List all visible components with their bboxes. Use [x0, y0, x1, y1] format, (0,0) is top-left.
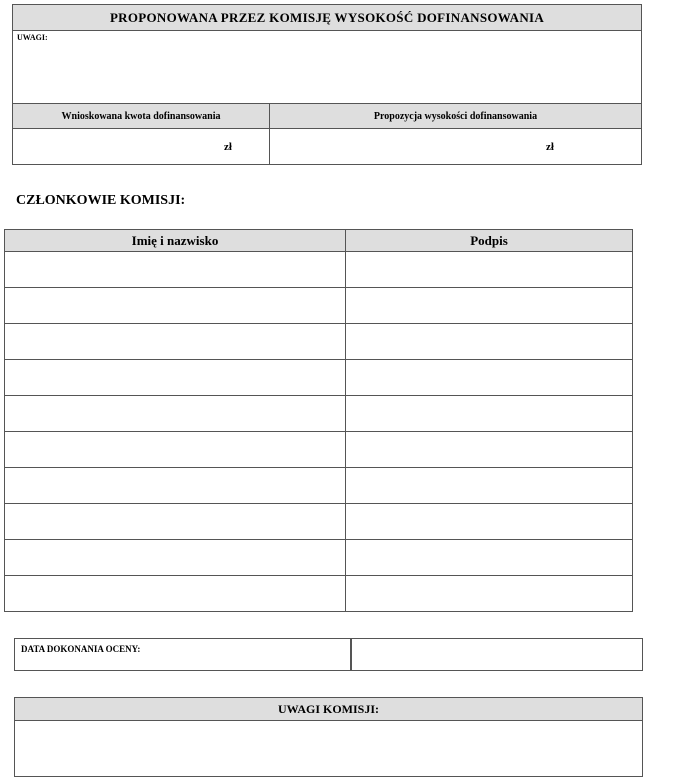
member-signature-field[interactable]: [346, 432, 633, 468]
member-signature-field[interactable]: [346, 468, 633, 504]
member-name-field[interactable]: [5, 540, 346, 576]
member-name-field[interactable]: [5, 396, 346, 432]
committee-notes-field[interactable]: [14, 720, 643, 777]
member-name-field[interactable]: [5, 468, 346, 504]
member-signature-field[interactable]: [346, 576, 633, 612]
evaluation-date-field[interactable]: [350, 638, 643, 671]
table-row: [5, 540, 633, 576]
member-name-field[interactable]: [5, 504, 346, 540]
member-signature-field[interactable]: [346, 288, 633, 324]
member-name-field[interactable]: [5, 576, 346, 612]
committee-members-body: [5, 252, 633, 612]
requested-amount-header: Wnioskowana kwota dofinansowania: [12, 103, 270, 129]
requested-amount-unit: zł: [224, 141, 232, 153]
column-header-signature: Podpis: [346, 230, 633, 252]
table-row: [5, 252, 633, 288]
table-row: [5, 360, 633, 396]
member-name-field[interactable]: [5, 360, 346, 396]
member-signature-field[interactable]: [346, 504, 633, 540]
requested-amount-field[interactable]: [12, 128, 270, 165]
member-signature-field[interactable]: [346, 360, 633, 396]
proposed-amount-field[interactable]: [269, 128, 642, 165]
table-row: [5, 504, 633, 540]
member-name-field[interactable]: [5, 288, 346, 324]
table-header-row: [5, 230, 633, 252]
member-signature-field[interactable]: [346, 540, 633, 576]
committee-notes-title: UWAGI KOMISJI:: [14, 697, 643, 721]
member-name-field[interactable]: [5, 432, 346, 468]
member-signature-field[interactable]: [346, 252, 633, 288]
funding-notes-field[interactable]: [12, 30, 642, 104]
funding-proposal-title: PROPONOWANA PRZEZ KOMISJĘ WYSOKOŚĆ DOFINANSOWANIA: [12, 4, 642, 31]
table-row: [5, 432, 633, 468]
member-signature-field[interactable]: [346, 396, 633, 432]
evaluation-date-label-cell: [14, 638, 352, 671]
table-row: [5, 576, 633, 612]
table-row: [5, 324, 633, 360]
column-header-name: Imię i nazwisko: [5, 230, 346, 252]
member-signature-field[interactable]: [346, 324, 633, 360]
member-name-field[interactable]: [5, 252, 346, 288]
proposed-amount-unit: zł: [546, 141, 554, 153]
member-name-field[interactable]: [5, 324, 346, 360]
proposed-amount-header: Propozycja wysokości dofinansowania: [269, 103, 642, 129]
committee-members-title: CZŁONKOWIE KOMISJI:: [16, 193, 186, 208]
table-row: [5, 468, 633, 504]
table-row: [5, 288, 633, 324]
funding-notes-label: UWAGI:: [17, 33, 48, 42]
evaluation-date-label: DATA DOKONANIA OCENY:: [21, 644, 141, 654]
committee-members-table: [4, 229, 633, 612]
table-row: [5, 396, 633, 432]
